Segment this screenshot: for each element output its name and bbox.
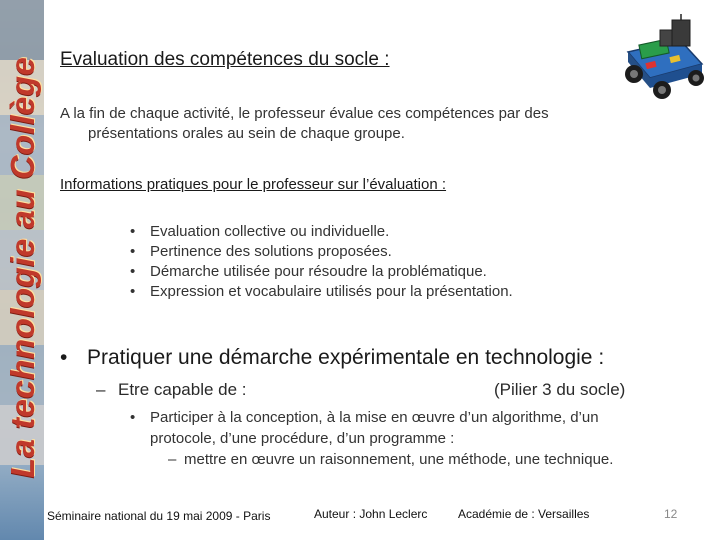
detail-line-1: Participer à la conception, à la mise en œuvre d’un algorithme, d’un bbox=[150, 409, 599, 426]
dash-glyph: – bbox=[168, 451, 177, 468]
intro-paragraph bbox=[60, 104, 620, 144]
dash-glyph: – bbox=[96, 380, 106, 399]
bullet-glyph: • bbox=[60, 346, 68, 369]
intro-line-2: présentations orales au sein de chaque groupe. bbox=[88, 125, 405, 142]
list-item: • Evaluation collective ou individuelle. bbox=[130, 222, 513, 242]
detail-line-2: protocole, d’une procédure, d’un programme : bbox=[150, 430, 455, 447]
main-point bbox=[60, 346, 604, 370]
robot-kit-image bbox=[610, 12, 710, 104]
detail-subitem-text: mettre en œuvre un raisonnement, une méthode, une technique. bbox=[184, 451, 614, 468]
sidebar-banner bbox=[0, 0, 44, 540]
footer-author: Auteur : John Leclerc bbox=[314, 507, 428, 521]
pilier-label: (Pilier 3 du socle) bbox=[494, 380, 626, 399]
capability-line bbox=[96, 380, 247, 400]
footer-seminar: Séminaire national du 19 mai 2009 - Paris bbox=[47, 509, 271, 523]
page-number: 12 bbox=[664, 507, 678, 521]
sidebar-photo-tile bbox=[0, 0, 44, 60]
sidebar-vertical-title: La technologie au Collège bbox=[4, 56, 41, 478]
bullet-glyph: • bbox=[130, 409, 136, 426]
info-heading: Informations pratiques pour le professeur sur l’évaluation : bbox=[60, 176, 447, 193]
detail-block bbox=[130, 407, 690, 470]
info-list bbox=[130, 222, 513, 302]
intro-line-1: A la fin de chaque activité, le professeur évalue ces compétences par des bbox=[60, 105, 549, 122]
list-item: • Démarche utilisée pour résoudre la problématique. bbox=[130, 262, 513, 282]
list-item: • Expression et vocabulaire utilisés pour la présentation. bbox=[130, 282, 513, 302]
slide-title: Evaluation des compétences du socle : bbox=[60, 49, 390, 70]
list-item: • Pertinence des solutions proposées. bbox=[130, 242, 513, 262]
main-point-text: Pratiquer une démarche expérimentale en technologie : bbox=[87, 346, 605, 369]
detail-subitem bbox=[130, 449, 690, 470]
footer-academy: Académie de : Versailles bbox=[458, 507, 590, 521]
capability-text: Etre capable de : bbox=[118, 380, 247, 399]
